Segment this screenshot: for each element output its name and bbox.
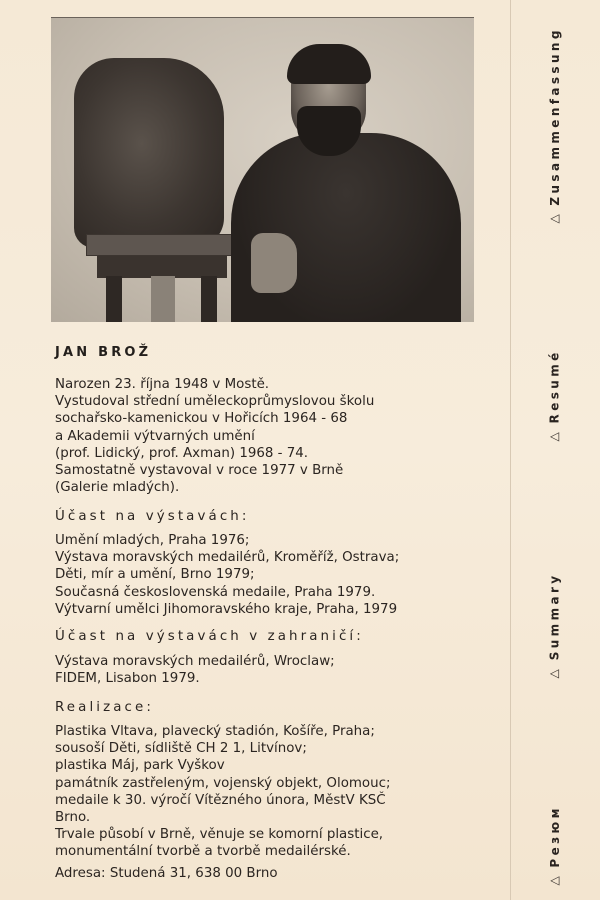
address: Adresa: Studená 31, 638 00 Brno [55, 866, 278, 881]
exhibition-abroad-item: FIDEM, Lisabon 1979. [55, 671, 200, 687]
exhibition-item: Výtvarní umělci Jihomoravského kraje, Praha, 1979 [55, 601, 398, 617]
sculpture-figure [74, 58, 224, 248]
realization-item: monumentální tvorbě a tvorbě medailérské. [55, 844, 351, 860]
exhibitions-abroad-list [55, 653, 335, 687]
realization-item: medaile k 30. výročí Vítězného února, MěstV KSČ [55, 792, 386, 808]
sculpture-plinth [86, 234, 248, 256]
artist-photo [51, 17, 474, 322]
bio-line: Samostatně vystavoval v roce 1977 v Brně [55, 463, 344, 479]
triangle-icon: ◁ [550, 665, 560, 680]
exhibition-item: Výstava moravských medailérů, Kroměříž, Ostrava; [55, 550, 400, 566]
stool-leg [106, 276, 122, 322]
exhibitions-abroad-heading: Účast na výstavách v zahraničí: [55, 629, 364, 644]
artist-name: JAN BROŽ [55, 345, 152, 360]
realization-item: plastika Máj, park Vyškov [55, 758, 225, 774]
tab-resume[interactable] [540, 345, 570, 445]
exhibition-item: Děti, mír a umění, Brno 1979; [55, 567, 255, 583]
exhibition-item: Současná československá medaile, Praha 1979. [55, 584, 376, 600]
exhibition-item: Umění mladých, Praha 1976; [55, 533, 250, 548]
tab-label: Resumé [548, 349, 562, 424]
stool-seat [97, 256, 227, 278]
realizations-list [55, 723, 390, 861]
bio-line: Vystudoval střední uměleckoprůmyslovou školu [55, 394, 375, 410]
bio-line: a Akademii výtvarných umění [55, 428, 255, 444]
person-sweater [231, 133, 461, 322]
tab-label: Резюм [548, 805, 562, 868]
realizations-heading: Realizace: [55, 700, 154, 715]
bio-line: (prof. Lidický, prof. Axman) 1968 - 74. [55, 445, 309, 461]
realization-item: sousoší Děti, sídliště CH 2 1, Litvínov; [55, 741, 307, 757]
stool-leg [151, 276, 175, 322]
exhibitions-list [55, 532, 399, 618]
realization-item: památník zastřeleným, vojenský objekt, Olomouc; [55, 775, 391, 791]
stool-leg [201, 276, 217, 322]
triangle-icon: ◁ [550, 429, 560, 444]
tab-zusammenfassung[interactable] [540, 20, 570, 230]
tab-rezyum[interactable] [540, 800, 570, 890]
page-divider [510, 0, 511, 900]
realization-item: Plastika Vltava, plavecký stadión, Košíře, Praha; [55, 724, 375, 739]
exhibitions-heading: Účast na výstavách: [55, 509, 250, 524]
bio-line: sochařsko-kamenickou v Hořicích 1964 - 68 [55, 411, 348, 427]
triangle-icon: ◁ [550, 211, 560, 226]
person-hair [287, 44, 371, 84]
person-hand [251, 233, 297, 293]
exhibition-abroad-item: Výstava moravských medailérů, Wroclaw; [55, 654, 335, 669]
tab-label: Summary [548, 572, 563, 661]
realization-item: Brno. [55, 810, 91, 826]
bio-line: (Galerie mladých). [55, 480, 180, 496]
tab-label: Zusammenfassung [548, 27, 562, 206]
bio-line: Narozen 23. října 1948 v Mostě. [55, 377, 270, 392]
bio-block [55, 376, 374, 496]
tab-summary[interactable] [540, 570, 570, 680]
triangle-icon: ◁ [550, 873, 560, 888]
realization-item: Trvale působí v Brně, věnuje se komorní plastice, [55, 827, 384, 843]
